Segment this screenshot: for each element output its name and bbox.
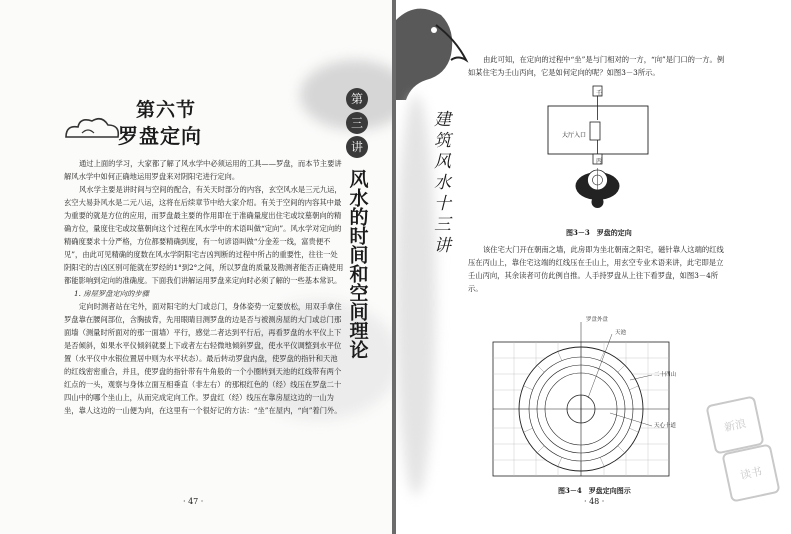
fig34-24-label: 二十四山 xyxy=(654,372,677,378)
lecture-heading xyxy=(340,86,374,359)
left-page xyxy=(0,0,392,534)
fig33-bottom-label: 丙 xyxy=(596,158,603,165)
subheading: 1. 房屋罗盘定向的步骤 xyxy=(74,289,149,298)
paragraph: 该住宅大门开在朝南之墙，此房即为坐北朝南之阳宅，磁针靠人这端的红线压在丙山上，靠住宅这端的红线压在壬山上，用玄空专业术语来讲，此宅即是立壬山丙向，其余读者可仿此例自推。人手持罗盘从上往下看罗盘，如图3－4所示。 xyxy=(468,245,724,293)
fig33-door-label: 大厅入口 xyxy=(562,132,587,139)
head-icon xyxy=(592,196,604,208)
right-page xyxy=(396,0,791,534)
lecture-char: 三 xyxy=(346,112,368,134)
vertical-heading: 建筑风水十三讲 xyxy=(430,110,450,257)
page-number: · 47 · xyxy=(183,497,204,506)
paragraph: 通过上面的学习，大家都了解了风水学中必须运用的工具——罗盘，而本节主要讲解风水学中如何正确地运用罗盘来对阴阳宅进行定向。 xyxy=(64,159,342,181)
door-rect xyxy=(590,122,600,140)
figure-3-3 xyxy=(538,82,658,222)
figure-caption: 图3－4 罗盘定向图示 xyxy=(558,486,631,495)
section-label: 第六节 xyxy=(136,99,197,121)
cloud-ornament-icon xyxy=(62,113,122,143)
fig33-top-label: 壬 xyxy=(596,90,603,97)
lecture-char: 讲 xyxy=(346,136,368,158)
figure-3-4 xyxy=(492,318,670,480)
page-number: · 48 · xyxy=(584,497,605,506)
fig34-cross-label: 天心十道 xyxy=(654,423,677,429)
fig34-outer-label: 罗盘外盘 xyxy=(586,317,609,323)
paragraph: 由此可知，在定向的过程中“坐”是与门相对的一方，“向”是门口的一方。例如某住宅为壬山丙向，它是如何定向的呢？如图3－3所示。 xyxy=(468,55,725,77)
watermark-seal: 读书 xyxy=(721,443,780,502)
section-title: 罗盘定向 xyxy=(118,124,202,148)
watermark-seal: 新浪 xyxy=(705,395,764,454)
figure-caption: 图3－3 罗盘的定向 xyxy=(566,228,632,237)
intro-text xyxy=(468,53,730,79)
paragraph: 定向时测者站在宅外，面对阳宅的大门或总门，身体姿势一定要放松，用双手拿住罗盘靠在腰间部位，含胸拔背，先用眼睛目测罗盘的边是否与被测房屋的大门或总门那面墙（测量时所面对的那一面墙）平行，感觉二者达到平行后，再看罗盘的水平仪上下是否倾斜，如果水平仪倾斜就要上下或者左右轻微地倾斜罗盘，使水平仪调整到水平位置（水平仪中水银位置居中则为水平状态）。最后转动罗盘内盘，使罗盘的指针和天池的红线密密重合，并且，使罗盘的指针带有牛角般的一个小圈转到天池的红线带有两个红点的一头，观察与身体立面互相垂直（非左右）的那根红色的（经）线压在罗盘二十四山中的哪个坐山上，从而完成定向工作。罗盘红（经）线压在靠房屋这边的一山为坐，靠人这边的一山便为向，在这里有一个很好记的方法：“坐”在屋内，“向”着门外。 xyxy=(64,302,342,415)
lecture-title: 风水的时间和空间理论 xyxy=(346,169,369,359)
body-text xyxy=(64,157,344,417)
paragraph: 风水学主要是讲时间与空间的配合，有关天时部分的内容，玄空风水是三元九运，玄空大易卦风水是二元八运，这将在后续章节中给大家介绍。有关于空间的内容其中最为重要的就是方位的应用，而罗盘最主要的作用即在于准确量度出住宅或坟墓朝向的精确方位，量度住宅或坟墓朝向这个过程在风水学中的术语叫做“定向”。风水学对定向的精确度要求十分严格，方位都要精确到度，有一句谚语叫做“分金差一线，富贵便不见”，由此可见精确的度数在风水学阴阳宅吉凶判断的过程中所占的重要性，往往一处阴阳宅的吉凶区别可能就在罗经的1°到2°之间，所以罗盘的质量及勘测者能否正确使用都能影响到定向的准确度。下面我们讲解运用罗盘来定向时必须了解的一些基本常识。 xyxy=(64,185,344,285)
lecture-char: 第 xyxy=(346,88,368,110)
body-text xyxy=(468,243,730,295)
fig34-tianchi-label: 天池 xyxy=(615,330,627,336)
